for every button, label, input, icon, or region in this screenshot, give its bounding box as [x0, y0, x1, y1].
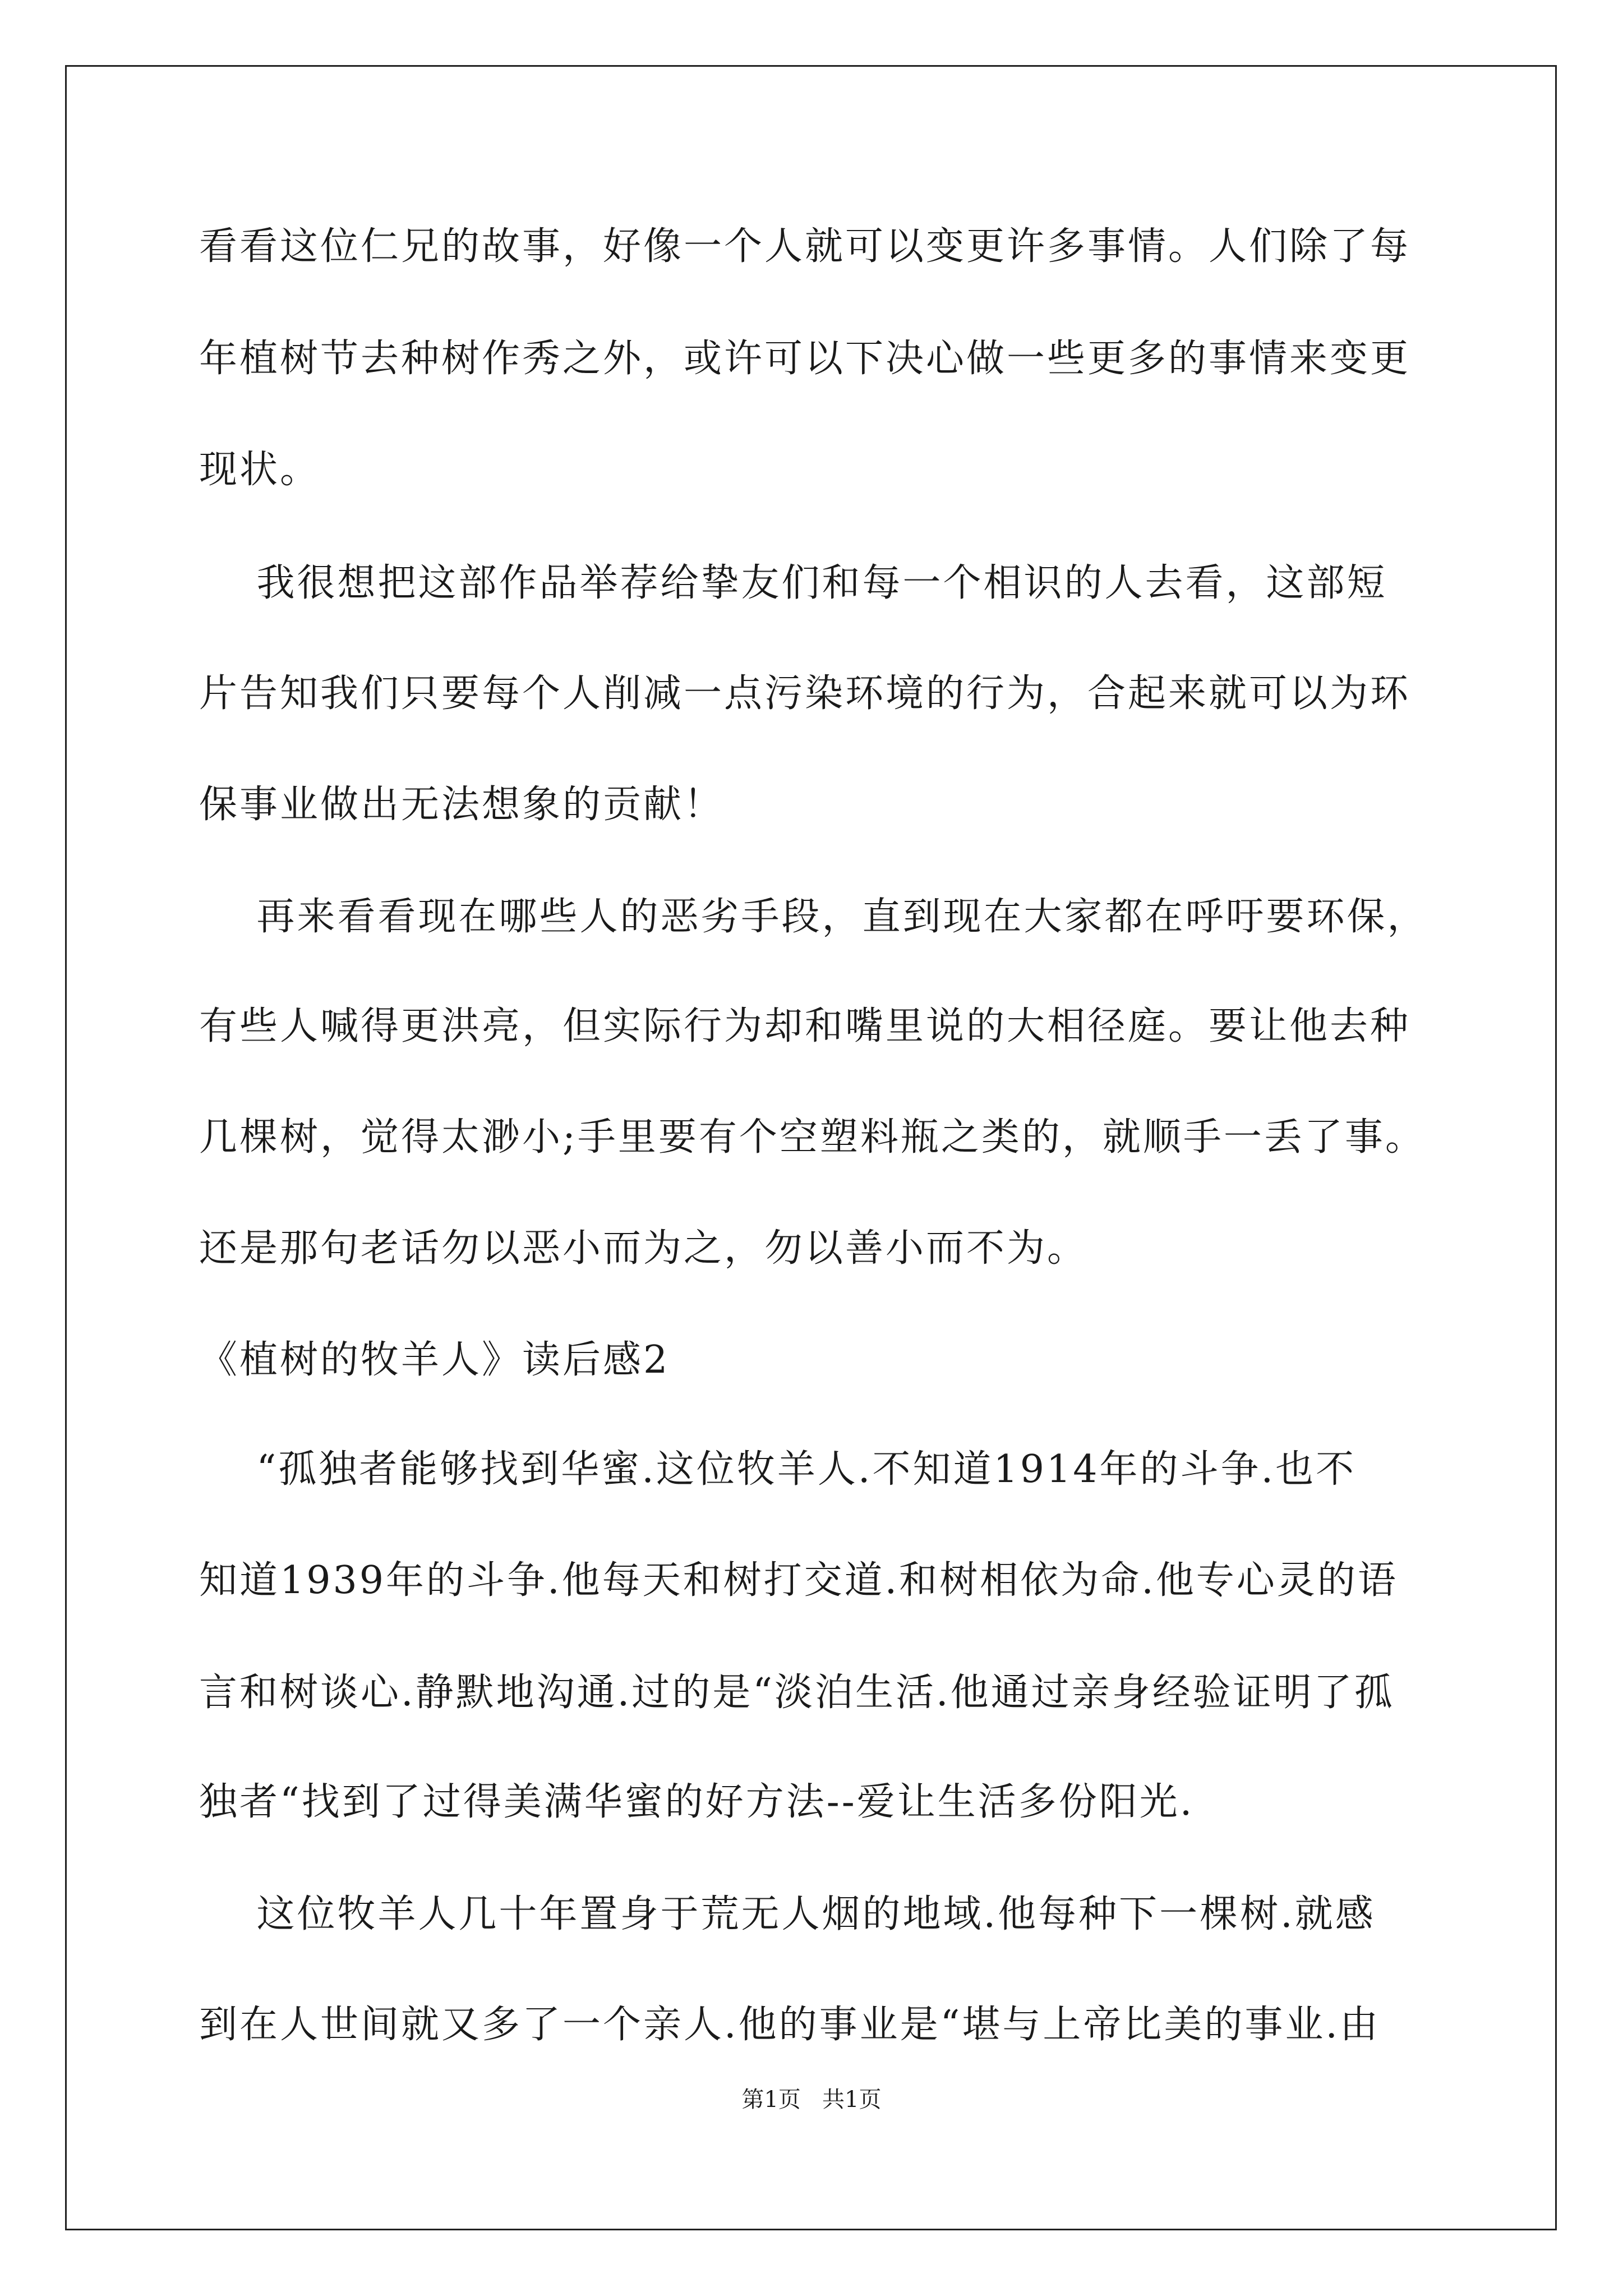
body-line: 还是那句老话勿以恶小而为之，勿以善小而不为。 — [199, 1226, 1088, 1271]
body-line: 有些人喊得更洪亮，但实际行为却和嘴里说的大相径庭。要让他去种 — [199, 1004, 1411, 1048]
body-line: 再来看看现在哪些人的恶劣手段，直到现在大家都在呼吁要环保， — [199, 895, 1428, 939]
body-line: 片告知我们只要每个人削减一点污染环境的行为，合起来就可以为环 — [199, 671, 1411, 716]
body-line: “孤独者能够找到华蜜.这位牧羊人.不知道1914年的斗争.也不 — [199, 1447, 1357, 1492]
section-heading: 《植树的牧羊人》读后感2 — [199, 1338, 670, 1382]
body-line: 到在人世间就又多了一个亲人.他的事业是“堪与上帝比美的事业.由 — [199, 2003, 1380, 2047]
body-line: 保事业做出无法想象的贡献！ — [199, 783, 725, 827]
page-footer: 第1页 共1页 — [741, 2087, 882, 2113]
body-line: 知道1939年的斗争.他每天和树打交道.和树相依为命.他专心灵的语 — [199, 1558, 1398, 1603]
body-line: 几棵树，觉得太渺小;手里要有个空塑料瓶之类的，就顺手一丢了事。 — [199, 1115, 1426, 1159]
body-line: 这位牧羊人几十年置身于荒无人烟的地域.他每种下一棵树.就感 — [199, 1892, 1376, 1936]
body-line: 言和树谈心.静默地沟通.过的是“淡泊生活.他通过亲身经验证明了孤 — [199, 1671, 1395, 1715]
body-line: 我很想把这部作品举荐给挚友们和每一个相识的人去看，这部短 — [199, 561, 1387, 605]
body-line: 年植树节去种树作秀之外，或许可以下决心做一些更多的事情来变更 — [199, 337, 1411, 381]
body-line: 现状。 — [199, 448, 321, 492]
body-line: 看看这位仁兄的故事，好像一个人就可以变更许多事情。人们除了每 — [199, 224, 1411, 269]
body-line: 独者“找到了过得美满华蜜的好方法--爱让生活多份阳光. — [199, 1780, 1195, 1824]
